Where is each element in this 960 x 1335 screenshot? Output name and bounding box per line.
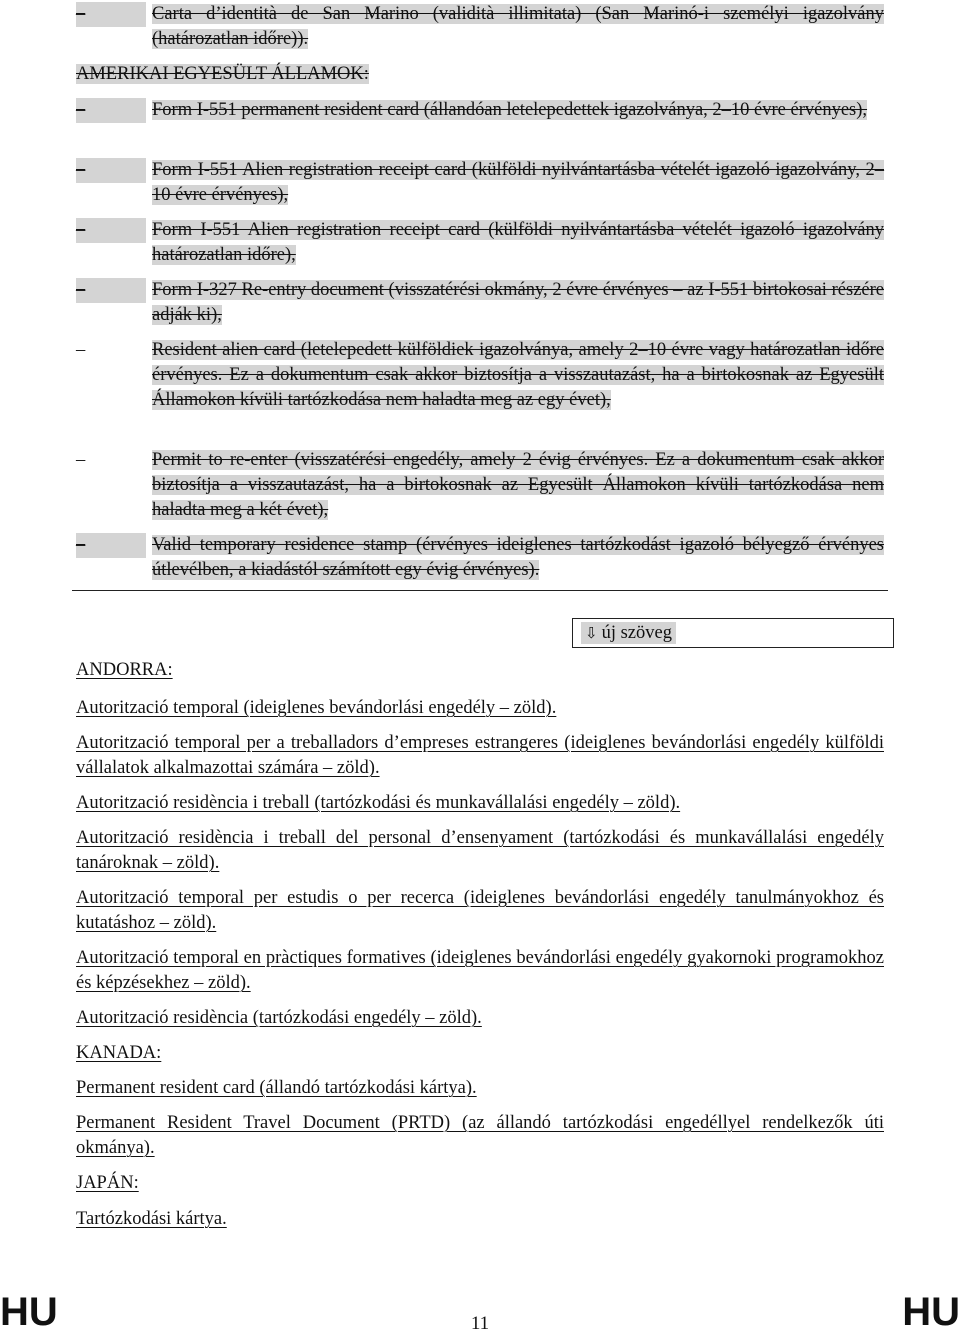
page-number: 11 bbox=[470, 1313, 490, 1334]
deleted-item bbox=[76, 448, 884, 523]
new-text-marker bbox=[572, 618, 894, 648]
list-dash: – bbox=[76, 533, 146, 558]
deleted-item bbox=[76, 338, 884, 413]
footer-language-left: HU bbox=[0, 1290, 58, 1334]
inserted-item: Autorització residència (tartózkodási engedély – zöld). bbox=[76, 1008, 482, 1028]
list-dash: – bbox=[76, 278, 146, 303]
section-divider bbox=[72, 590, 888, 591]
inserted-item: Permanent resident card (állandó tartózkodási kártya). bbox=[76, 1078, 477, 1098]
deleted-item-text: Form I-551 permanent resident card (állandóan letelepedettek igazolványa, 2–10 évre érvényes), bbox=[152, 100, 868, 120]
list-dash: – bbox=[76, 450, 86, 470]
heading-andorra: ANDORRA: bbox=[76, 660, 173, 680]
list-dash: – bbox=[76, 2, 146, 27]
deleted-item bbox=[76, 278, 884, 328]
deleted-item bbox=[76, 158, 884, 208]
inserted-item: Autorització temporal per estudis o per recerca (ideiglenes bevándorlási engedély tanulmányokhoz és kutatáshoz – zöld). bbox=[76, 888, 884, 933]
deleted-item-text: Form I-551 Alien registration receipt card (külföldi nyilvántartásba vételét igazoló igazolvány, 2–10 évre érvényes), bbox=[152, 160, 884, 205]
list-dash: – bbox=[76, 158, 146, 183]
list-dash: – bbox=[76, 98, 146, 123]
inserted-item: Tartózkodási kártya. bbox=[76, 1209, 227, 1229]
down-arrow-icon: ⇩ bbox=[585, 624, 598, 642]
heading-kanada: KANADA: bbox=[76, 1043, 162, 1063]
deleted-item-san-marino bbox=[76, 2, 884, 52]
deleted-item bbox=[76, 98, 884, 123]
inserted-item: Autorització residència i treball del personal d’ensenyament (tartózkodási és munkavállalási engedély tanároknak – zöld). bbox=[76, 828, 884, 873]
inserted-item: Autorització temporal en pràctiques formatives (ideiglenes bevándorlási engedély gyakornoki programokhoz és képzésekhez – zöld). bbox=[76, 948, 884, 993]
heading-japan: JAPÁN: bbox=[76, 1173, 139, 1193]
deleted-item-text: Resident alien card (letelepedett külföldiek igazolványa, amely 2–10 évre vagy határozatlan időre érvényes. Ez a dokumentum csak akkor biztosítja a visszautazást, ha a birtokosnak az Egyesült Államokon kívüli tartózkodása nem haladta meg az egy évet), bbox=[152, 340, 884, 410]
deleted-item bbox=[76, 218, 884, 268]
list-dash: – bbox=[76, 340, 86, 360]
deleted-item-text: Valid temporary residence stamp (érvényes ideiglenes tartózkodást igazoló bélyegző érvényes útlevélben, a kiadástól számított egy évig érvényes). bbox=[152, 535, 884, 580]
deleted-item bbox=[76, 533, 884, 583]
list-dash: – bbox=[76, 218, 146, 243]
inserted-item: Permanent Resident Travel Document (PRTD) (az állandó tartózkodási engedéllyel rendelkezők úti okmánya). bbox=[76, 1113, 884, 1158]
deleted-item-text: Form I-551 Alien registration receipt card (külföldi nyilvántartásba vételét igazoló igazolvány határozatlan időre), bbox=[152, 220, 884, 265]
inserted-item: Autorització residència i treball (tartózkodási és munkavállalási engedély – zöld). bbox=[76, 793, 681, 813]
deleted-item-text: Permit to re-enter (visszatérési engedély, amely 2 évig érvényes. Ez a dokumentum csak akkor biztosítja a visszautazást, ha a birtokosnak az Egyesült Államokon kívüli tartózkodása nem haladta meg a két évet), bbox=[152, 450, 884, 520]
deleted-item-text: Form I-327 Re-entry document (visszatérési okmány, 2 évre érvényes – az I-551 birtokosai részére adják ki), bbox=[152, 280, 884, 325]
inserted-item: Autorització temporal (ideiglenes bevándorlási engedély – zöld). bbox=[76, 698, 557, 718]
deleted-item-text: Carta d’identità de San Marino (validità illimitata) (San Marinó-i személyi igazolvány (határozatlan időre)). bbox=[152, 4, 884, 49]
new-text-label: új szöveg bbox=[601, 623, 672, 643]
footer-language-right: HU bbox=[902, 1290, 960, 1334]
deleted-heading-usa: AMERIKAI EGYESÜLT ÁLLAMOK: bbox=[76, 64, 369, 84]
inserted-item: Autorització temporal per a treballadors d’empreses estrangeres (ideiglenes bevándorlási engedély külföldi vállalatok alkalmazottai számára – zöld). bbox=[76, 733, 884, 778]
